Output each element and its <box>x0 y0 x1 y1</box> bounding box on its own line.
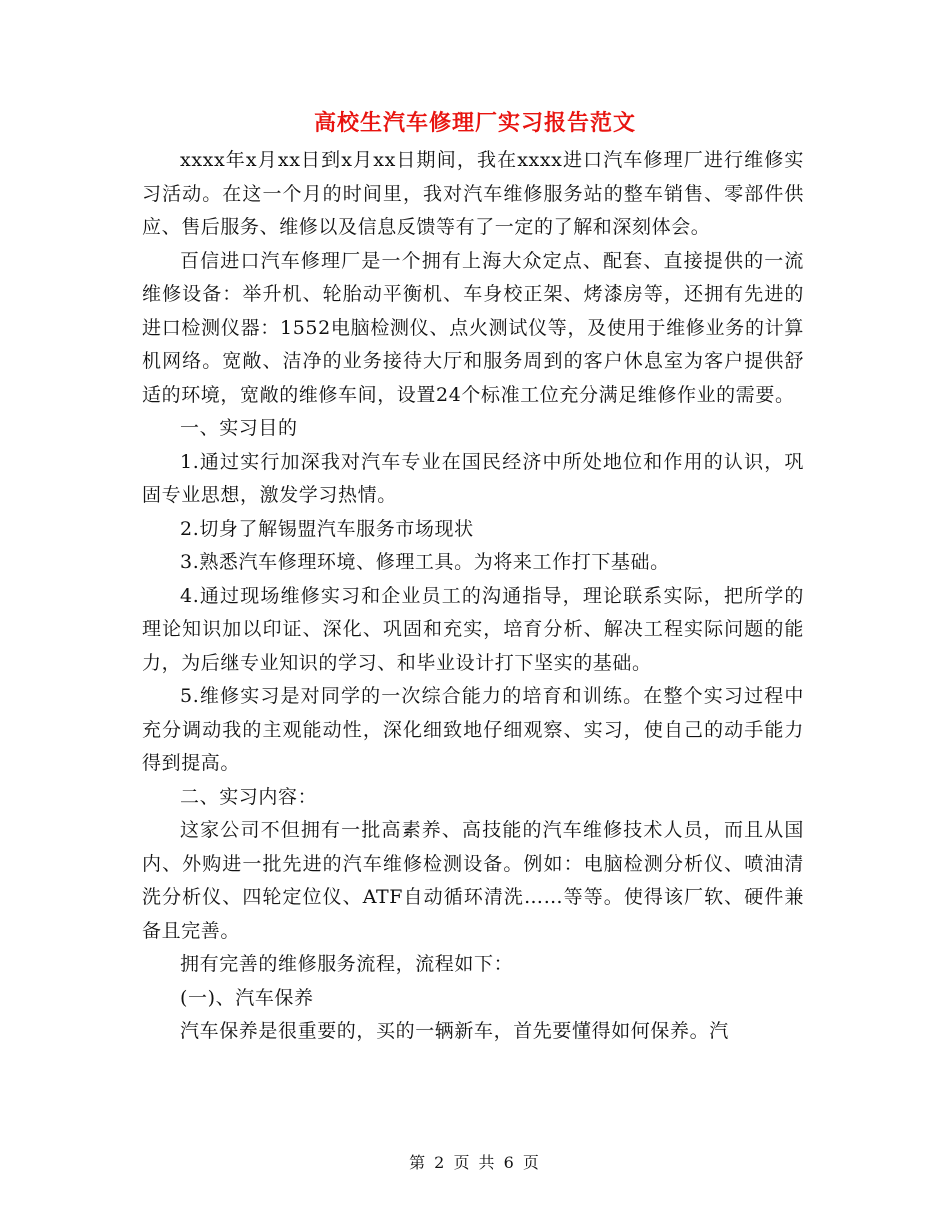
list-item: 4.通过现场维修实习和企业员工的沟通指导，理论联系实际，把所学的理论知识加以印证、深化、巩固和充实，培育分析、解决工程实际问题的能力，为后继专业知识的学习、和毕业设计打下坚实的基础。 <box>142 584 804 674</box>
subsection-heading: (一)、汽车保养 <box>180 986 314 1009</box>
paragraph: 百信进口汽车修理厂是一个拥有上海大众定点、配套、直接提供的一流维修设备：举升机、轮胎动平衡机、车身校正架、烤漆房等，还拥有先进的进口检测仪器：1552电脑检测仪、点火测试仪等，及使用于维修业务的计算机网络。宽敞、洁净的业务接待大厅和服务周到的客户休息室为客户提供舒适的环境，宽敞的维修车间，设置24个标准工位充分满足维修作业的需要。 <box>142 249 804 406</box>
paragraph: xxxx年x月xx日到x月xx日期间，我在xxxx进口汽车修理厂进行维修实习活动。在这一个月的时间里，我对汽车维修服务站的整车销售、零部件供应、售后服务、维修以及信息反馈等有了一定的了解和深刻体会。 <box>142 149 804 238</box>
document-body <box>142 144 804 1049</box>
list-item: 1.通过实行加深我对汽车专业在国民经济中所处地位和作用的认识，巩固专业思想，激发学习热情。 <box>142 450 804 506</box>
page-footer: 第 2 页 共 6 页 <box>409 1153 541 1172</box>
paragraph: 这家公司不但拥有一批高素养、高技能的汽车维修技术人员，而且从国内、外购进一批先进的汽车维修检测设备。例如：电脑检测分析仪、喷油清洗分析仪、四轮定位仪、ATF自动循环清洗……等等。使得该厂软、硬件兼备且完善。 <box>142 819 804 942</box>
document-title: 高校生汽车修理厂实习报告范文 <box>313 110 636 136</box>
paragraph: 汽车保养是很重要的，买的一辆新车，首先要懂得如何保养。汽 <box>180 1020 729 1042</box>
list-item: 3.熟悉汽车修理环境、修理工具。为将来工作打下基础。 <box>180 551 670 573</box>
list-item: 5.维修实习是对同学的一次综合能力的培育和训练。在整个实习过程中充分调动我的主观能动性，深化细致地仔细观察、实习，使自己的动手能力得到提高。 <box>142 685 804 774</box>
section-heading: 一、实习目的 <box>180 417 298 439</box>
section-heading: 二、实习内容： <box>180 785 318 808</box>
paragraph: 拥有完善的维修服务流程，流程如下： <box>180 953 514 975</box>
list-item: 2.切身了解锡盟汽车服务市场现状 <box>180 517 474 540</box>
